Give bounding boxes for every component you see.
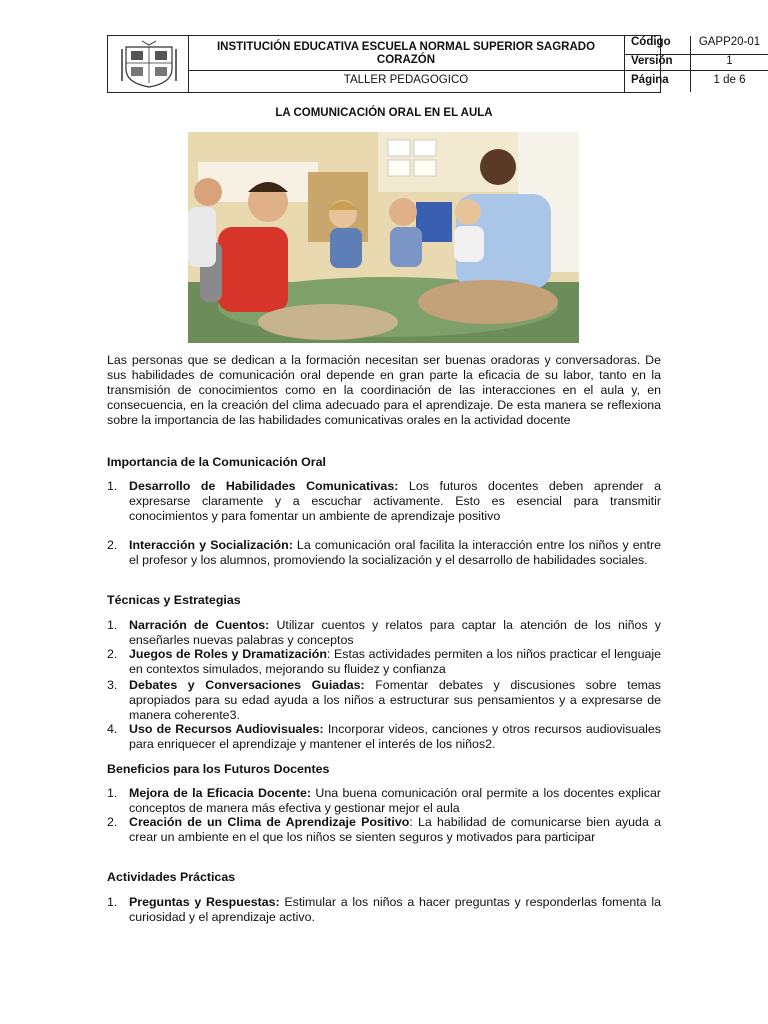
list-item-body (129, 786, 661, 816)
list-item-term: Creación de un Clima de Aprendizaje Positivo (129, 815, 410, 829)
list-number: 3. (107, 678, 118, 692)
document-header-table (107, 35, 761, 93)
logo-cell (108, 36, 189, 92)
list-item-text: Incorporar videos, canciones y otros recursos audiovisuales para enriquecer el aprendizaje y mantener el interés de los niños2. (129, 722, 661, 751)
list-item-text: Una buena comunicación oral permite a los docentes explicar conceptos de manera más efectiva y gestionar mejor el aula (129, 786, 662, 815)
section-heading: Beneficios para los Futuros Docentes (107, 762, 330, 776)
list-item-body (129, 479, 661, 524)
list-number: 4. (107, 722, 118, 736)
list-item-term: Desarrollo de Habilidades Comunicativas: (129, 479, 399, 493)
workshop-name: TALLER PEDAGOGICO (188, 71, 625, 92)
document-title: LA COMUNICACIÓN ORAL EN EL AULA (275, 107, 493, 119)
intro-paragraph: Las personas que se dedican a la formación necesitan ser buenas oradoras y conversadoras. De sus habilidades de comunicación oral depende en gran parte la eficacia de su labor, tanto en la transmisión de conocimientos como en la coordinación de las interacciones en el aula y, en consecuencia, en la creación del clima adecuado para el aprendizaje. De esta manera se reflexiona sobre la importancia de las habilidades comunicativas orales en la actividad docente (107, 353, 661, 427)
meta-value: GAPP20-01 (698, 36, 761, 48)
list-item-body (129, 647, 661, 677)
list-number: 2. (107, 815, 118, 829)
classroom-photo (188, 132, 579, 343)
classroom-illustration (188, 132, 579, 343)
list-number: 1. (107, 479, 118, 493)
meta-row-code (625, 36, 768, 55)
meta-key: Página (625, 71, 691, 92)
list-item-term: Interacción y Socialización: (129, 538, 293, 552)
meta-value: 1 de 6 (713, 74, 746, 86)
meta-key: Versión (625, 55, 691, 70)
list-number: 1. (107, 618, 118, 632)
institution-name: INSTITUCIÓN EDUCATIVA ESCUELA NORMAL SUPERIOR SAGRADO CORAZÓN (188, 36, 625, 71)
list-item-term: Narración de Cuentos: (129, 618, 270, 632)
section-heading: Actividades Prácticas (107, 870, 236, 884)
list-item-term: Uso de Recursos Audiovisuales: (129, 722, 324, 736)
list-item-body (129, 895, 661, 925)
list-item-body (129, 678, 661, 723)
list-number: 2. (107, 647, 118, 661)
list-item-text: La comunicación oral facilita la interacción entre los niños y entre el profesor y los alumnos, promoviendo la socialización y el desarrollo de habilidades sociales. (129, 538, 661, 567)
list-item-body (129, 538, 661, 568)
meta-key: Código (625, 36, 691, 54)
list-item-text: Utilizar cuentos y relatos para captar la atención de los niños y enseñarles nuevas palabras y conceptos (129, 618, 661, 647)
list-item-term: Juegos de Roles y Dramatización (129, 647, 327, 661)
list-number: 2. (107, 538, 118, 552)
list-item-body (129, 618, 661, 648)
meta-row-page (625, 71, 768, 92)
section-heading: Importancia de la Comunicación Oral (107, 455, 326, 469)
list-item-body (129, 815, 661, 845)
list-item-text: : Estas actividades permiten a los niños practicar el lenguaje en contextos simulados, mejorando su fluidez y confianza (129, 647, 661, 676)
list-item-text: Estimular a los niños a hacer preguntas y responderlas fomenta la curiosidad y el aprendizaje activo. (129, 895, 661, 924)
meta-row-version (625, 55, 768, 71)
list-item-text: : La habilidad de comunicarse bien ayuda a crear un ambiente en el que los niños se sienten seguros y motivados para participar (129, 815, 661, 844)
list-item-body (129, 722, 661, 752)
meta-value: 1 (726, 55, 733, 67)
list-number: 1. (107, 786, 118, 800)
section-heading: Técnicas y Estrategias (107, 593, 241, 607)
list-item-text: Fomentar debates y discusiones sobre temas apropiados para su edad ayuda a los niños a estructurar sus pensamientos y a expresarse de manera coherente3. (129, 678, 662, 722)
school-crest-logo (120, 39, 178, 89)
list-item-text: Los futuros docentes deben aprender a expresarse claramente y a escuchar activamente. Esto es esencial para transmitir conocimientos y para fomentar un ambiente de aprendizaje positivo (129, 479, 661, 523)
list-item-term: Preguntas y Respuestas: (129, 895, 280, 909)
list-number: 1. (107, 895, 118, 909)
list-item-term: Debates y Conversaciones Guiadas: (129, 678, 365, 692)
list-item-term: Mejora de la Eficacia Docente: (129, 786, 312, 800)
